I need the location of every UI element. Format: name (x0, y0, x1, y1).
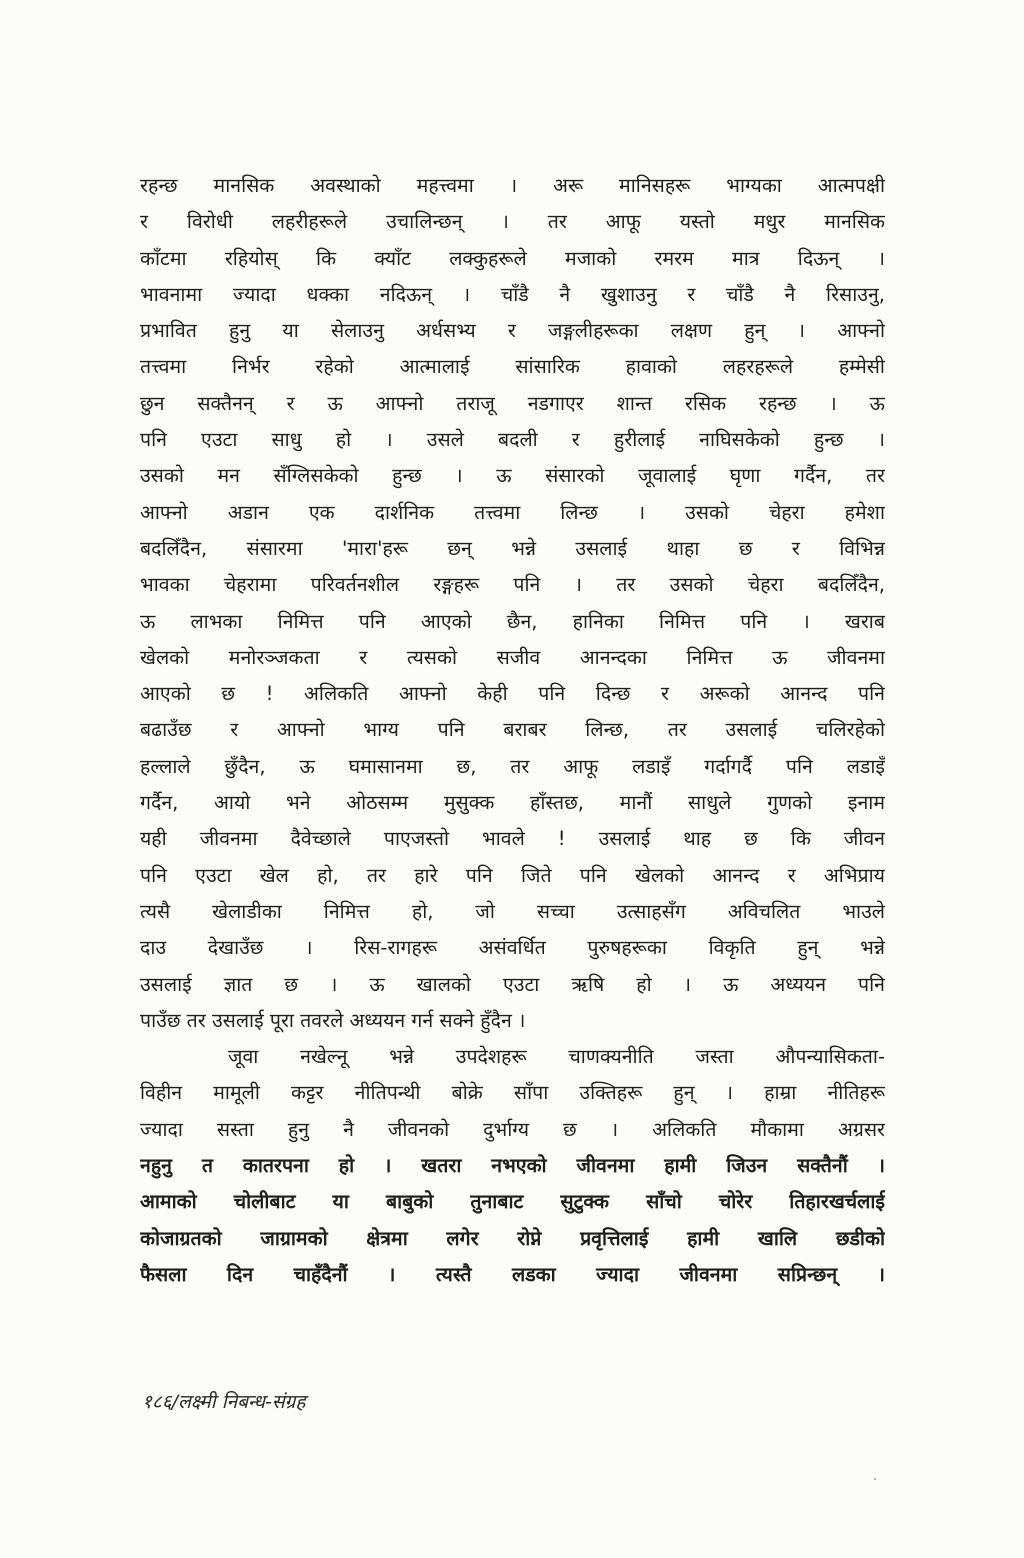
text-line: हल्लाले छुँदैन, ऊ घमासानमा छ, तर आफू लडाइँ गर्दागर्दै पनि लडाइँ (140, 754, 885, 778)
text-line: रहन्छ मानसिक अवस्थाको महत्त्वमा । अरू मानिसहरू भाग्यका आत्मपक्षी (140, 174, 885, 197)
book-title: लक्ष्मी निबन्ध-संग्रह (178, 1391, 306, 1413)
text-line: पनि एउटा साधु हो । उसले बदली र हुरीलाई नाघिसकेको हुन्छ । (140, 428, 885, 452)
text-line: र विरोधी लहरीहरूले उचालिन्छन् । तर आफू यस्तो मधुर मानसिक (140, 210, 885, 234)
text-line: यही जीवनमा दैवेच्छाले पाएजस्तो भावले ! उसलाई थाह छ कि जीवन (140, 827, 885, 851)
text-line: भावनामा ज्यादा धक्का नदिऊन् । चाँडै नै खुशाउनु र चाँडै नै रिसाउनु, (140, 282, 885, 306)
text-line: प्रभावित हुनु या सेलाउनु अर्धसभ्य र जङ्गलीहरूका लक्षण हुन् । आफ्नो (140, 319, 885, 343)
page-number: १८६ (142, 1391, 172, 1413)
text-line: दाउ देखाउँछ । रिस-रागहरू असंवर्धित पुरुषहरूका विकृति हुन् भन्ने (140, 936, 885, 960)
text-line: कोजाग्रतको जाग्रामको क्षेत्रमा लगेर रोप्ने प्रवृत्तिलाई हामी खालि छडीको (140, 1226, 885, 1250)
text-line: खेलको मनोरञ्जकता र त्यसको सजीव आनन्दका निमित्त ऊ जीवनमा (140, 645, 885, 669)
text-line: ऊ लाभका निमित्त पनि आएको छैन, हानिका निमित्त पनि । खराब (140, 609, 885, 633)
text-line: भावका चेहरामा परिवर्तनशील रङ्गहरू पनि । तर उसको चेहरा बदलिँदैन, (140, 573, 885, 597)
text-line: आफ्नो अडान एक दार्शनिक तत्त्वमा लिन्छ । उसको चेहरा हमेशा (140, 500, 885, 524)
text-line: उसको मन सँग्लिसकेको हुन्छ । ऊ संसारको जूवालाई घृणा गर्दैन, तर (140, 464, 885, 488)
text-line: बढाउँछ र आफ्नो भाग्य पनि बराबर लिन्छ, तर उसलाई चलिरहेको (140, 718, 885, 742)
text-line: तत्त्वमा निर्भर रहेको आत्मालाई सांसारिक हावाको लहरहरूले हम्मेसी (140, 355, 885, 379)
text-line: उसलाई ज्ञात छ । ऊ खालको एउटा ऋषि हो । ऊ अध्ययन पनि (140, 972, 885, 996)
text-line: ज्यादा सस्ता हुनु नै जीवनको दुर्भाग्य छ । अलिकति मौकामा अग्रसर (140, 1117, 885, 1141)
text-line: फैसला दिन चाहँदैनौं । त्यस्तै लडका ज्यादा जीवनमा सप्रिन्छन् । (140, 1262, 885, 1286)
text-line: छुन सक्तैनन् र ऊ आफ्नो तराजू नडगाएर शान्त रसिक रहन्छ । ऊ (140, 391, 885, 415)
text-line: आमाको चोलीबाट या बाबुको तुनाबाट सुटुक्क साँचो चोरेर तिहारखर्चलाई (140, 1190, 885, 1214)
page-footer (142, 1388, 305, 1414)
text-line: गर्दैन, आयो भने ओठसम्म मुसुक्क हाँस्तछ, मानौं साधुले गुणको इनाम (140, 791, 885, 815)
text-line: पनि एउटा खेल हो, तर हारे पनि जिते पनि खेलको आनन्द र अभिप्राय (140, 863, 885, 887)
paragraph-end-line: पाउँछ तर उसलाई पूरा तवरले अध्ययन गर्न सक्ने हुँदैन । (140, 1008, 526, 1032)
footer-separator: / (171, 1391, 179, 1413)
essay-text-block (140, 168, 885, 1293)
text-line: विहीन मामूली कट्टर नीतिपन्थी बोक्रे साँपा उक्तिहरू हुन् । हाम्रा नीतिहरू (140, 1081, 885, 1105)
text-line: बदलिँदैन, संसारमा 'मारा'हरू छन् भन्ने उसलाई थाहा छ र विभिन्न (140, 536, 885, 560)
text-line: त्यसै खेलाडीका निमित्त हो, जो सच्चा उत्साहसँग अविचलित भाउले (140, 899, 885, 923)
paragraph-start-line: जूवा नखेल्नू भन्ने उपदेशहरू चाणक्यनीति जस्ता औपन्यासिकता- (228, 1045, 885, 1069)
text-line: काँटमा रहियोस् कि क्याँट लक्कुहरूले मजाको रमरम मात्र दिऊन् । (140, 246, 885, 270)
text-line: आएको छ ! अलिकति आफ्नो केही पनि दिन्छ र अरूको आनन्द पनि (140, 682, 885, 706)
text-line: नहुनु त कातरपना हो । खतरा नभएको जीवनमा हामी जिउन सक्तैनौं । (140, 1154, 885, 1178)
print-speck (874, 1478, 876, 1480)
